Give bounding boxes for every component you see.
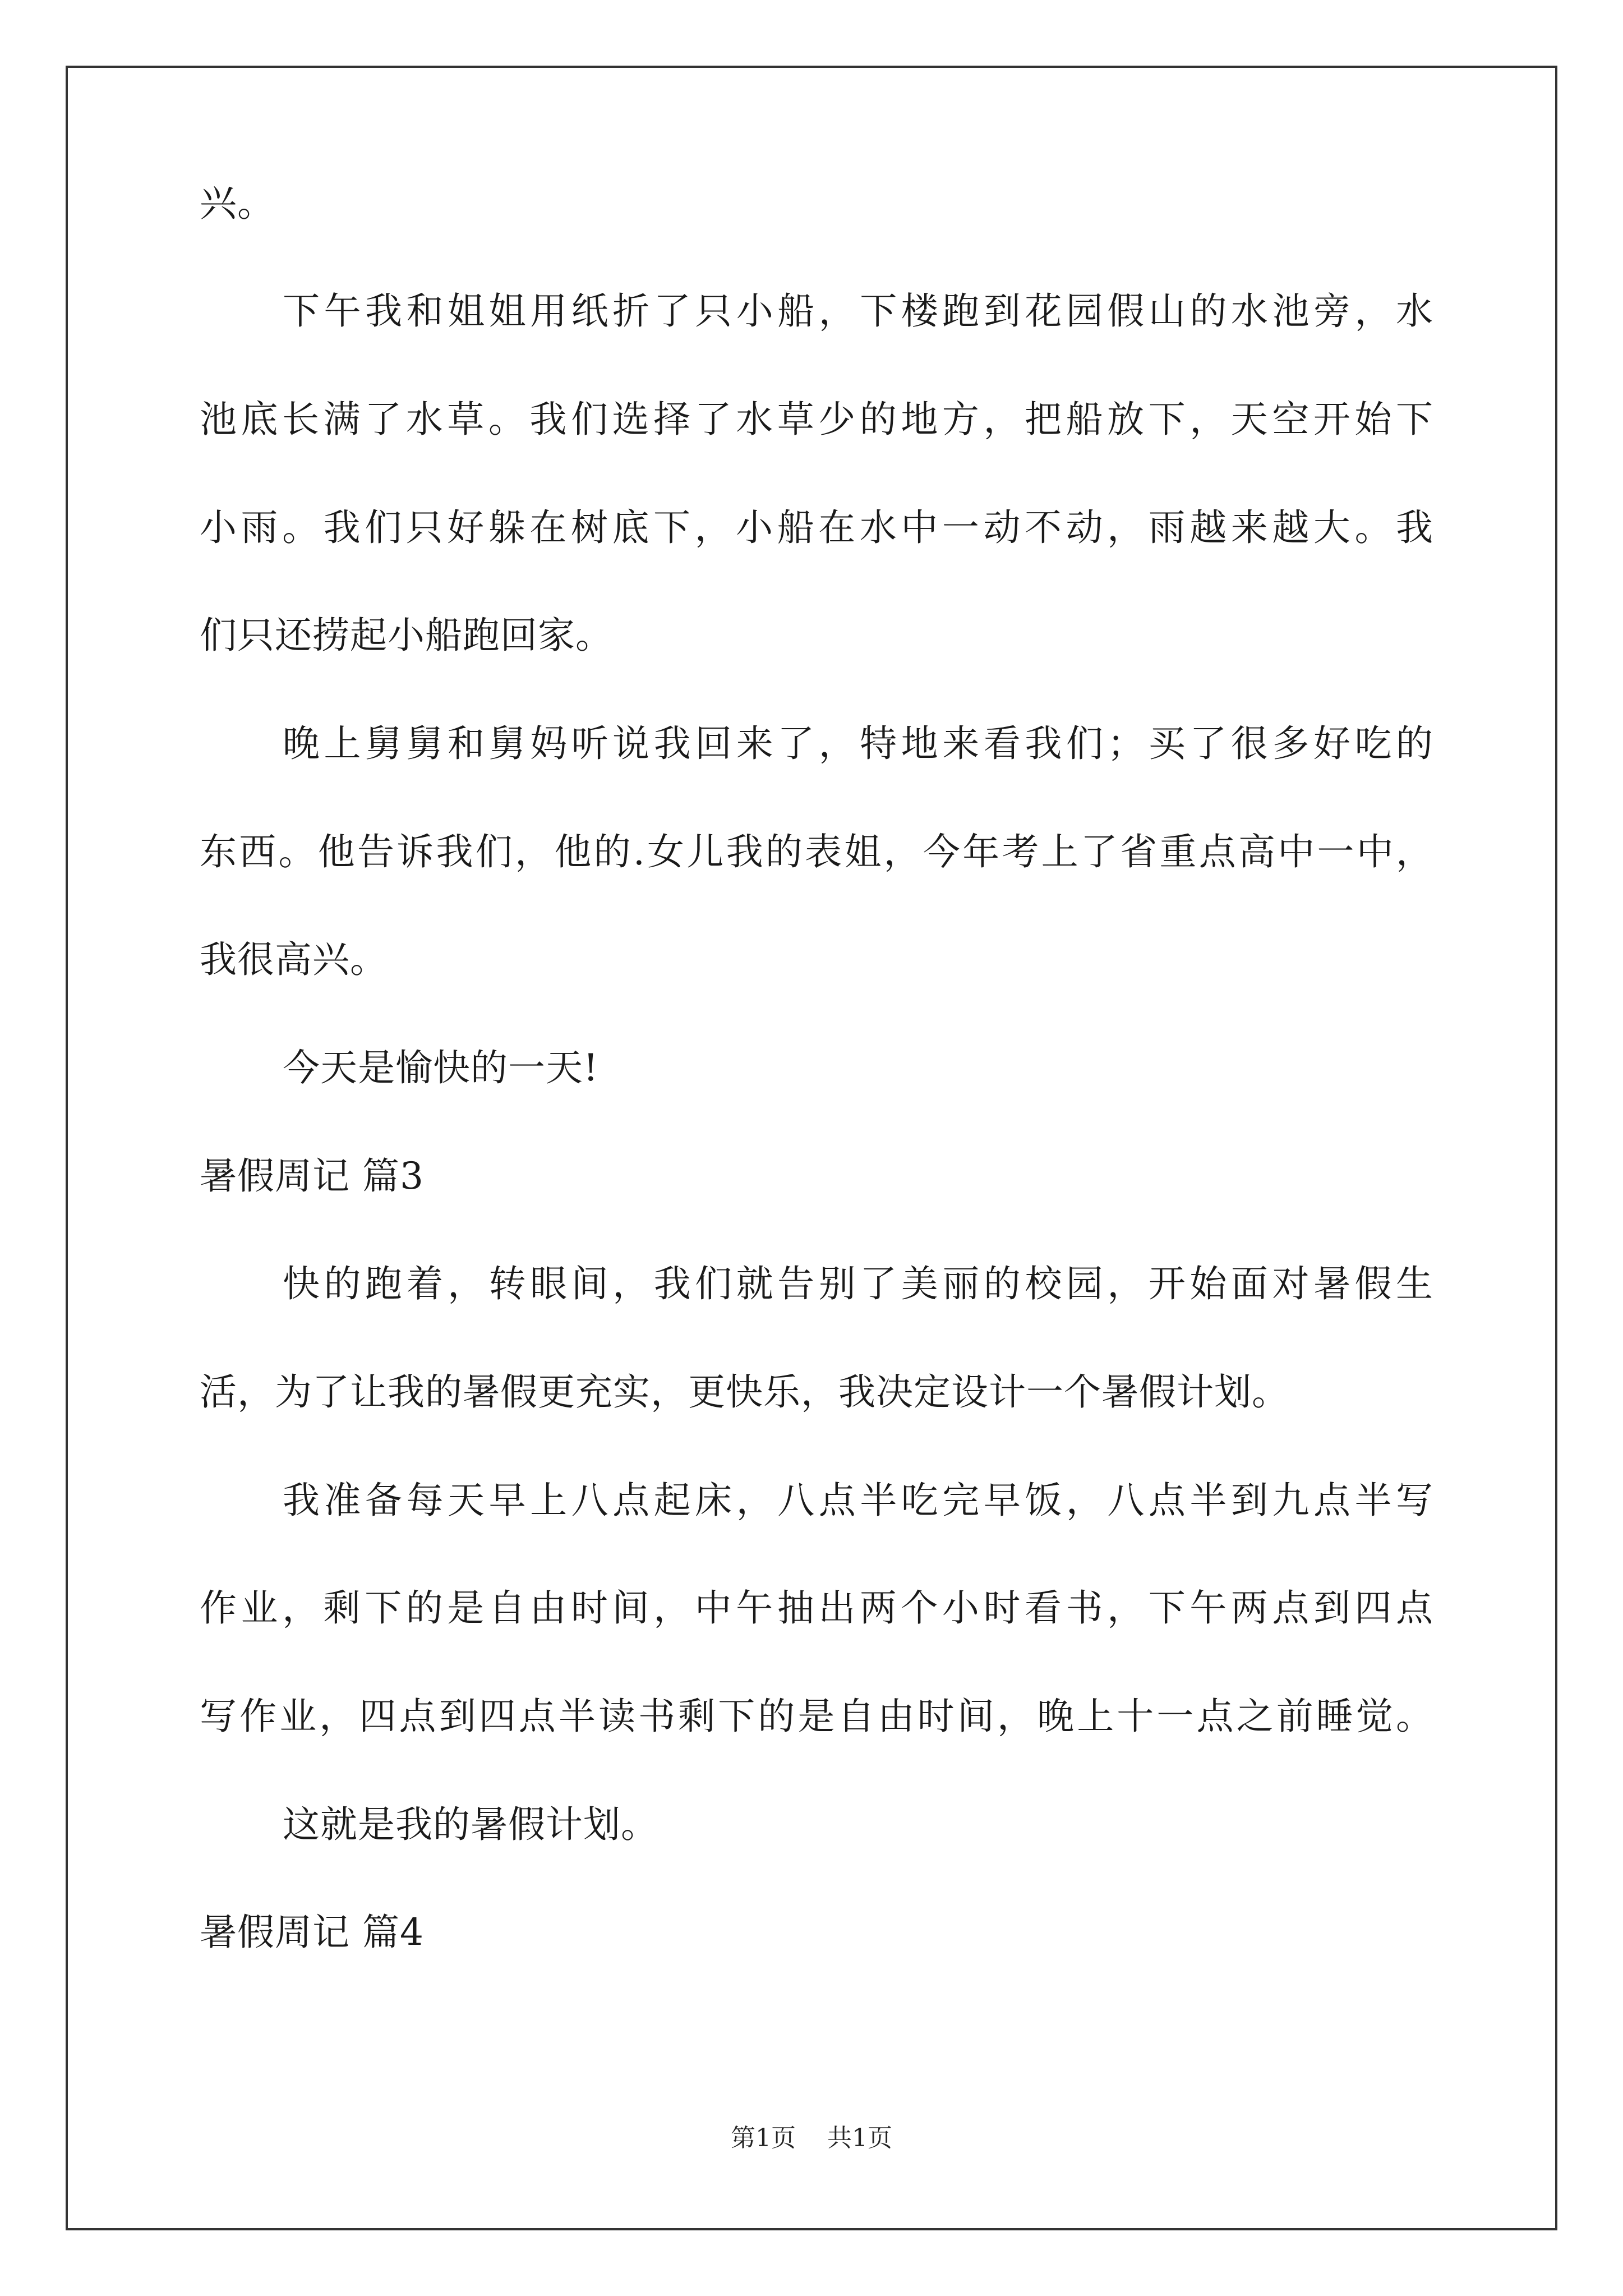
text-line: 晚上舅舅和舅妈听说我回来了，特地来看我们；买了很多好吃的 bbox=[283, 722, 1433, 765]
page-number: 第1页 bbox=[731, 2124, 796, 2152]
section-heading: 暑假周记 篇3 bbox=[200, 1154, 424, 1198]
text-line: 小雨。我们只好躲在树底下，小船在水中一动不动，雨越来越大。我 bbox=[200, 506, 1433, 549]
text-line: 兴。 bbox=[200, 182, 275, 225]
text-line: 池底长满了水草。我们选择了水草少的地方，把船放下，天空开始下 bbox=[200, 398, 1433, 441]
text-line: 东西。他告诉我们，他的.女儿我的表姐，今年考上了省重点高中一中， bbox=[200, 830, 1433, 873]
text-line: 下午我和姐姐用纸折了只小船，下楼跑到花园假山的水池旁，水 bbox=[283, 289, 1433, 333]
page-footer bbox=[0, 2126, 1623, 2151]
text-line: 活，为了让我的暑假更充实，更快乐，我决定设计一个暑假计划。 bbox=[200, 1370, 1289, 1414]
text-line: 我很高兴。 bbox=[200, 938, 388, 981]
text-line: 今天是愉快的一天! bbox=[283, 1046, 599, 1089]
page-frame bbox=[66, 66, 1557, 2230]
text-line: 这就是我的暑假计划。 bbox=[283, 1803, 658, 1846]
text-line: 们只还捞起小船跑回家。 bbox=[200, 614, 613, 657]
section-heading: 暑假周记 篇4 bbox=[200, 1911, 424, 1954]
text-line: 我准备每天早上八点起床，八点半吃完早饭，八点半到九点半写 bbox=[283, 1479, 1433, 1522]
text-line: 写作业，四点到四点半读书剩下的是自由时间，晚上十一点之前睡觉。 bbox=[200, 1695, 1433, 1738]
text-line: 快的跑着，转眼间，我们就告别了美丽的校园，开始面对暑假生 bbox=[283, 1262, 1433, 1305]
text-line: 作业，剩下的是自由时间，中午抽出两个小时看书，下午两点到四点 bbox=[200, 1586, 1433, 1630]
page-total: 共1页 bbox=[827, 2124, 892, 2152]
